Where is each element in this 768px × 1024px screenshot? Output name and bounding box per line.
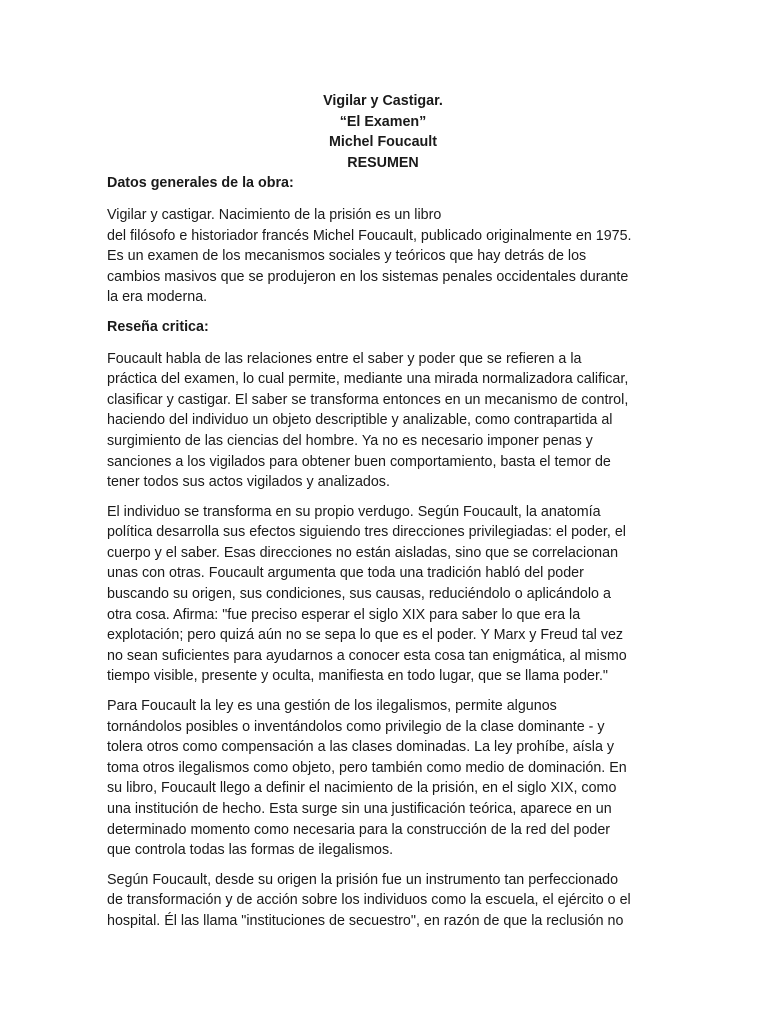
text-line: tolera otros como compensación a las clases dominadas. La ley prohíbe, aísla y <box>107 739 615 756</box>
text-line: cuerpo y el saber. Esas direcciones no están aisladas, sino que se correlacionan <box>107 544 619 561</box>
summary-label: RESUMEN <box>347 154 419 171</box>
text-line: clasificar y castigar. El saber se transforma entonces en un mecanismo de control, <box>107 391 629 408</box>
text-line: su libro, Foucault llego a definir el nacimiento de la prisión, en el siglo XIX, como <box>107 780 617 797</box>
author-line: Michel Foucault <box>328 134 438 151</box>
text-line: Vigilar y castigar. Nacimiento de la prisión es un libro <box>107 206 442 223</box>
text-line: surgimiento de las ciencias del hombre. Ya no es necesario imponer penas y <box>107 432 593 449</box>
text-line: otra cosa. Afirma: "fue preciso esperar el siglo XIX para saber lo que era la <box>107 606 581 623</box>
text-line: una institución de hecho. Esta surge sin una justificación teórica, aparece en un <box>107 801 612 817</box>
text-line: del filósofo e historiador francés Michel Foucault, publicado originalmente en 1975. <box>107 227 632 244</box>
subtitle-line: “El Examen” <box>339 113 427 130</box>
text-line: tornándolos posibles o inventándolos como privilegio de la clase dominante - y <box>107 718 605 735</box>
text-line: práctica del examen, lo cual permite, mediante una mirada normalizadora calificar, <box>107 371 629 388</box>
paragraph-2 <box>107 502 659 687</box>
text-line: Según Foucault, desde su origen la prisión fue un instrumento tan perfeccionado <box>107 871 619 888</box>
paragraph-1 <box>107 349 659 493</box>
text-line: no sean suficientes para ayudarnos a conocer esta cosa tan enigmática, al mismo <box>107 647 627 664</box>
paragraph-general-data <box>107 205 659 308</box>
text-line: la era moderna. <box>107 289 208 306</box>
text-line: explotación; pero quizá aún no se sepa lo que es el poder. Y Marx y Freud tal vez <box>107 627 624 644</box>
text-line: tener todos sus actos vigilados y analizados. <box>107 474 390 491</box>
text-line: unas con otras. Foucault argumenta que toda una tradición habló del poder <box>107 565 584 582</box>
text-line: Es un examen de los mecanismos sociales y teóricos que hay detrás de los <box>107 248 587 265</box>
text-line: El individuo se transforma en su propio verdugo. Según Foucault, la anatomía <box>107 503 601 520</box>
text-line: toma otros ilegalismos como objeto, pero también como medio de dominación. En <box>107 759 627 776</box>
section-heading-general-data: Datos generales de la obra: <box>107 175 294 192</box>
paragraph-4 <box>107 870 659 932</box>
document-content <box>107 91 659 941</box>
document-title <box>107 91 659 173</box>
section-heading-critical-review: Reseña critica: <box>107 318 209 335</box>
paragraph-3 <box>107 696 659 861</box>
text-line: determinado momento como necesaria para la construcción de la red del poder <box>107 821 611 838</box>
text-line: Foucault habla de las relaciones entre el saber y poder que se refieren a la <box>107 350 582 367</box>
title-line: Vigilar y Castigar. <box>323 93 443 109</box>
text-line: buscando su origen, sus condiciones, sus causas, reduciéndolo o aplicándolo a <box>107 586 611 603</box>
text-line: tiempo visible, presente y oculta, manifiesta en todo lugar, que se llama poder." <box>107 668 608 685</box>
text-line: hospital. Él las llama "instituciones de secuestro", en razón de que la reclusión no <box>107 912 624 929</box>
text-line: que controla todas las formas de ilegalismos. <box>107 842 394 859</box>
text-line: sanciones a los vigilados para obtener buen comportamiento, basta el temor de <box>107 453 611 470</box>
text-line: Para Foucault la ley es una gestión de los ilegalismos, permite algunos <box>107 698 557 715</box>
text-line: cambios masivos que se produjeron en los sistemas penales occidentales durante <box>107 268 629 285</box>
text-line: haciendo del individuo un objeto descriptible y analizable, como contrapartida al <box>107 412 613 429</box>
text-line: de transformación y de acción sobre los individuos como la escuela, el ejército o el <box>107 892 631 909</box>
text-line: política desarrolla sus efectos siguiendo tres direcciones privilegiadas: el poder, el <box>107 524 626 541</box>
